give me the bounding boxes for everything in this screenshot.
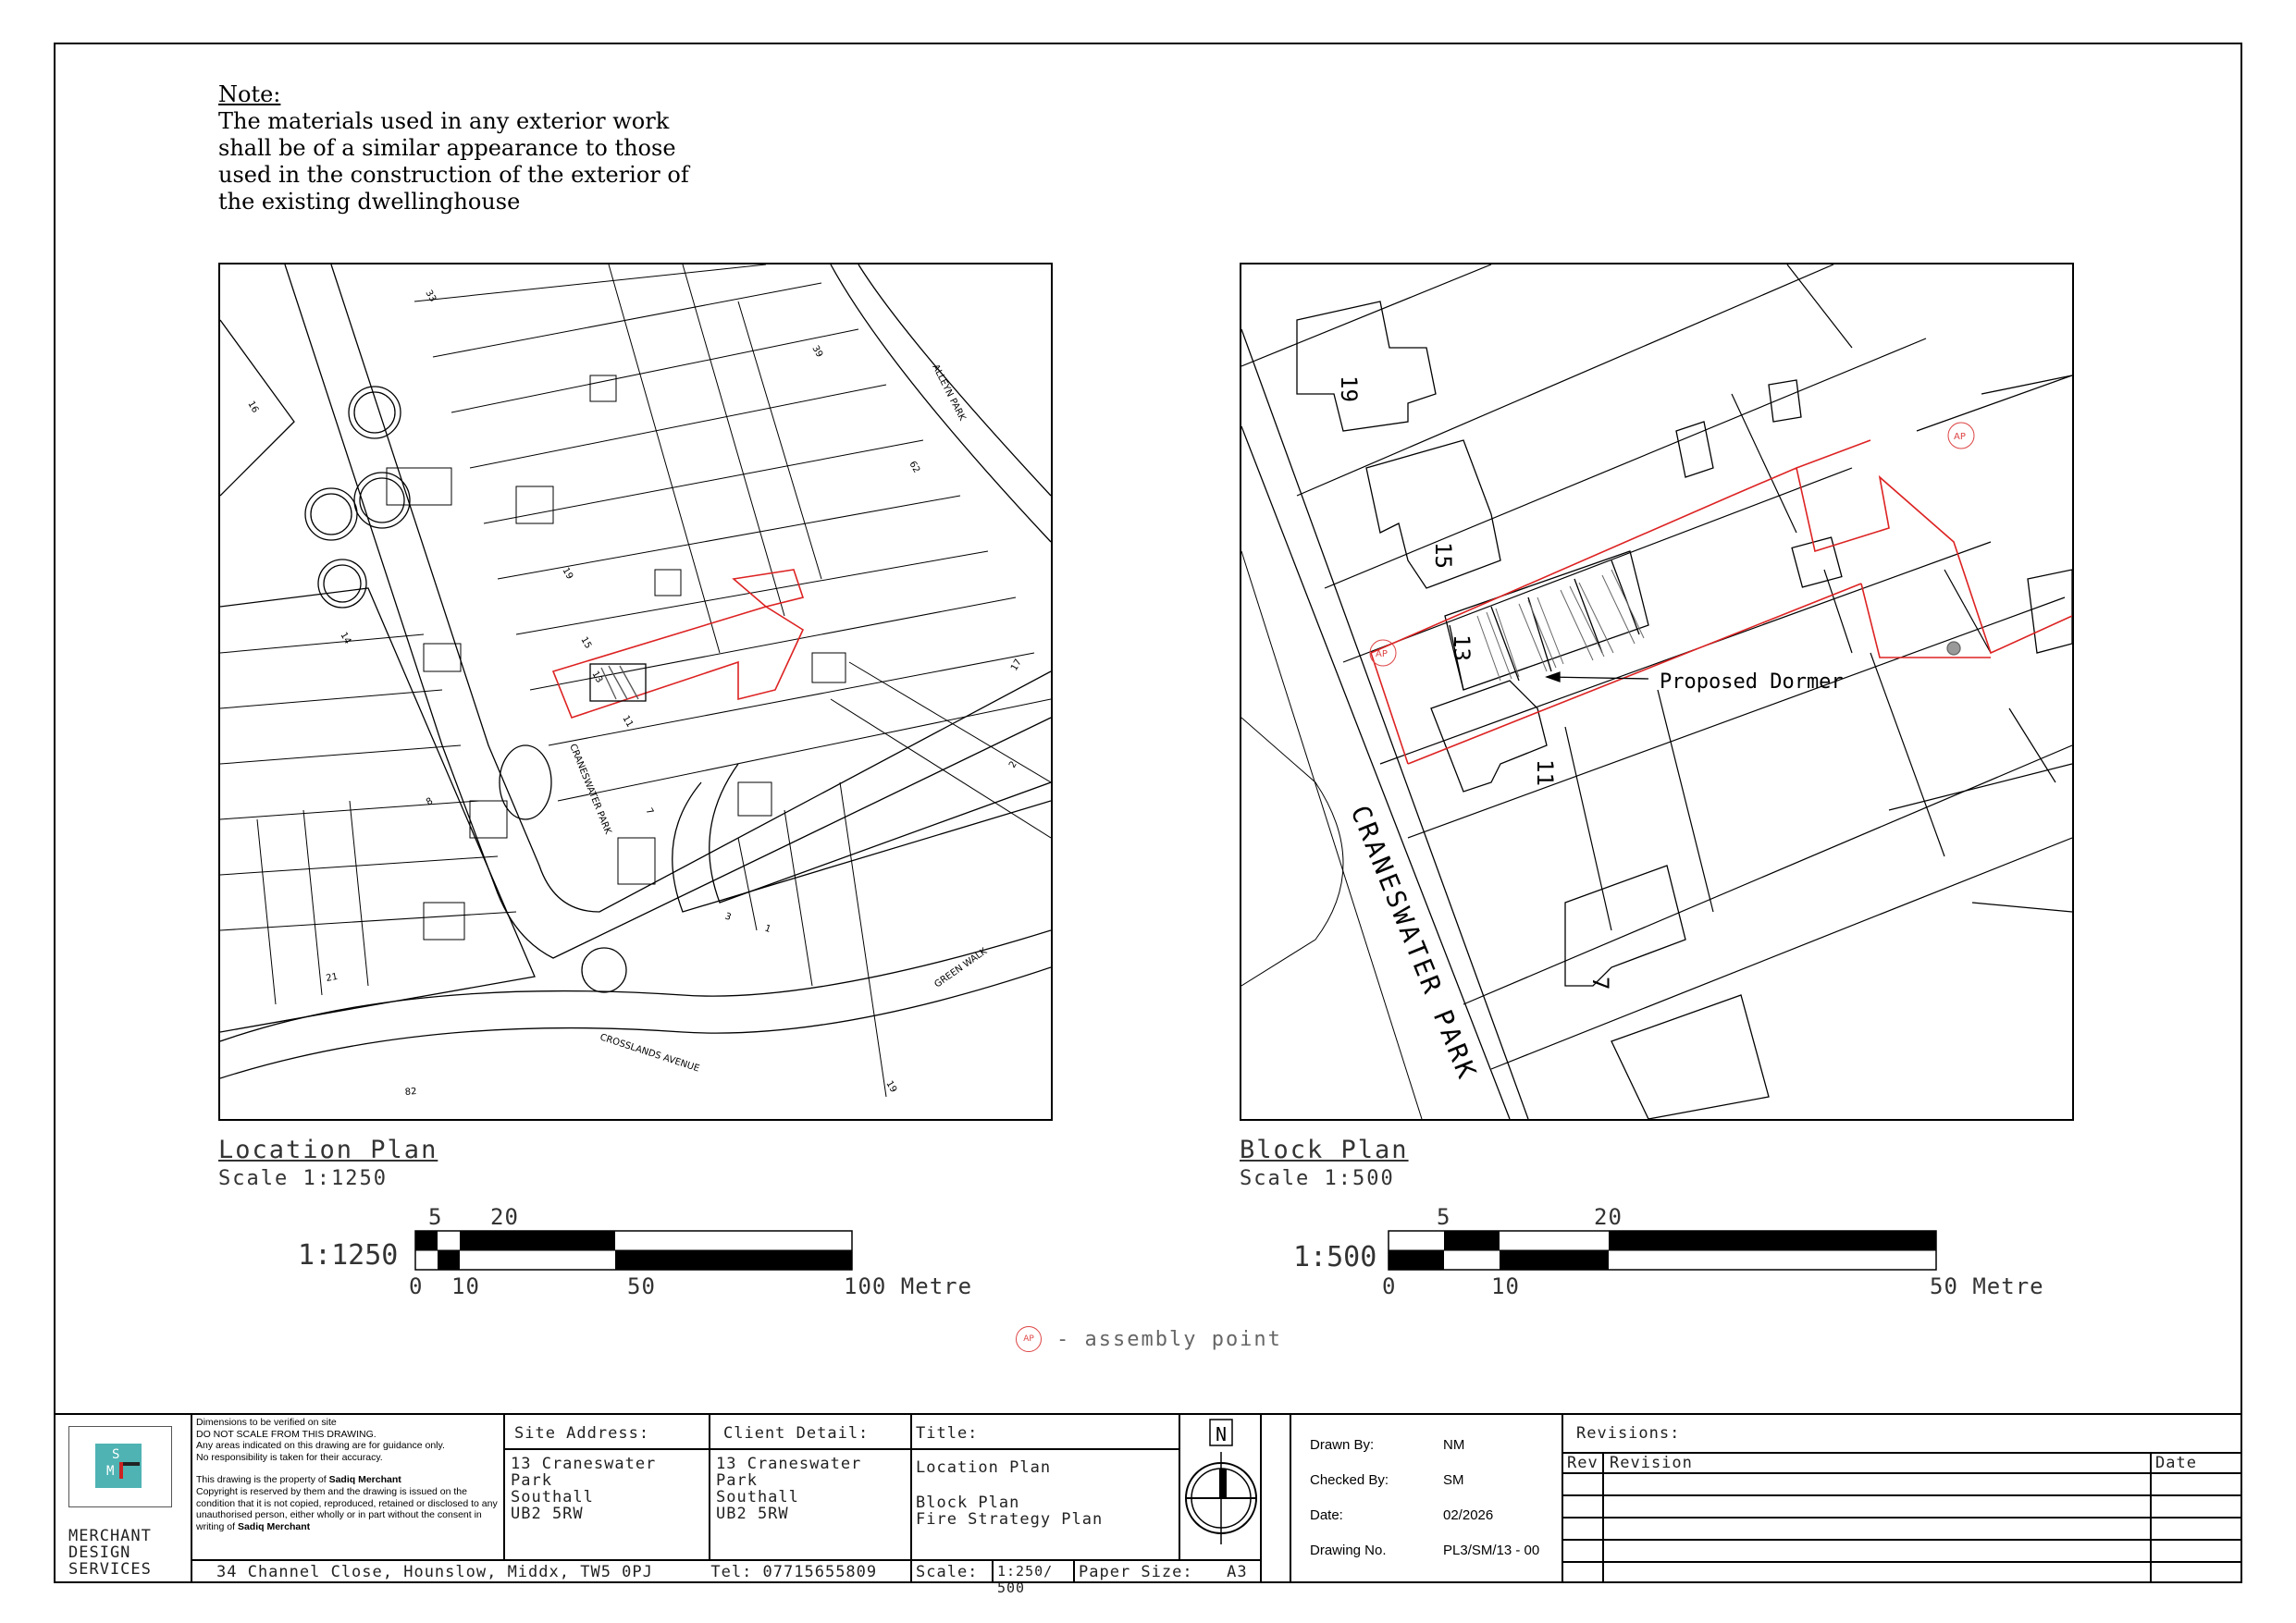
drawing-title-line: Location Plan [916,1458,1052,1477]
lp-num: 39 [809,344,825,360]
scalebar-tick: 20 [1594,1204,1623,1230]
note-line: used in the construction of the exterior of [218,162,689,188]
client-detail-label: Client Detail: [723,1424,870,1443]
drawing-no-value: PL3/SM/13 - 00 [1443,1543,1540,1558]
lp-num: 1 [762,923,772,935]
copyright-owner: Sadiq Merchant [237,1520,311,1532]
rev-column-header: Rev [1567,1454,1599,1472]
drawing-title-line: Block Plan [916,1494,1020,1512]
lp-num: 14 [338,631,353,646]
scalebar-tick: 20 [490,1204,519,1230]
company-name-line: DESIGN [68,1543,131,1562]
lp-road-crosslands: CROSSLANDS AVENUE [599,1032,701,1075]
copyright-owner: Sadiq Merchant [328,1474,401,1486]
lp-num: 2 [1007,759,1019,770]
drawing-title-line: Fire Strategy Plan [916,1510,1104,1529]
copyright-pre: This drawing is the property of [196,1474,329,1486]
drawn-by-label: Drawn By: [1310,1437,1375,1453]
date-value: 02/2026 [1443,1507,1494,1523]
copyright-text [196,1474,500,1486]
bp-num-19: 19 [1336,375,1362,402]
lp-road-greenwalk: GREEN WALK [932,946,990,990]
site-address-label: Site Address: [514,1424,650,1443]
copyright-body: Copyright is reserved by them and the drawing is issued on the condition that it is not copied, reproduced, retained or disclosed to any unauthorised person, either wholly or in part without the consent in writing of [196,1485,498,1532]
lp-road-craneswater: CRANESWATER PARK [567,743,613,836]
lp-num: 62 [907,460,922,475]
lp-num: 11 [620,714,636,730]
copyright-body-block [196,1486,500,1532]
scale-cell [910,1559,992,1583]
disclaimer-line: Any areas indicated on this drawing are for guidance only. [196,1440,445,1452]
scalebar-500-bar [1388,1230,1939,1273]
lp-num: 8 [425,795,436,808]
drawing-title-label: Title: [916,1424,979,1443]
drawn-by-value: NM [1443,1437,1465,1453]
title-block [54,1413,2242,1596]
revisions-label: Revisions: [1576,1424,1681,1443]
company-telephone: Tel: 07715655809 [710,1563,878,1581]
logo-cell [54,1415,191,1583]
scalebar-tick: 5 [428,1204,443,1230]
company-name-line: MERCHANT [68,1527,152,1545]
lp-num: 33 [423,289,438,304]
logo-letter-m: M [106,1464,115,1479]
bp-road-craneswater: CRANESWATER PARK [1344,801,1484,1086]
bp-num-7: 7 [1587,977,1613,990]
north-arrow-icon [1180,1415,1262,1559]
location-plan-scale: Scale 1:1250 [218,1167,388,1190]
date-label: Date: [1310,1507,1343,1523]
paper-size-value: A3 [1227,1563,1248,1581]
client-line: Southall [716,1488,799,1506]
scalebar-1250-bar [414,1230,855,1273]
lp-num: 19 [883,1079,899,1095]
scalebar-1250-ratio: 1:1250 [298,1239,399,1272]
scalebar-tick: 0 [1382,1273,1397,1299]
scalebar-tick: 10 [1491,1273,1520,1299]
scalebar-tick: 100 Metre [844,1273,973,1299]
block-plan-map [1240,263,2074,1121]
note-block [218,81,699,215]
location-plan-title: Location Plan [218,1136,438,1164]
lp-num: 3 [722,911,733,923]
bp-dormer-label: Proposed Dormer [1660,670,1844,694]
assembly-point-icon: AP [1016,1326,1042,1352]
note-title: Note: [218,81,281,107]
scalebar-tick: 5 [1437,1204,1451,1230]
logo-letter-s: S [112,1447,120,1462]
lp-num: 15 [578,635,594,651]
revisions-cell [1562,1415,2242,1583]
scalebar-500-ratio: 1:500 [1293,1241,1377,1273]
disclaimer-line: No responsibility is taken for their accuracy. [196,1451,383,1463]
scale-value-cell [992,1559,1073,1596]
site-address-cell [503,1415,709,1559]
date-column-header: Date [2155,1454,2197,1472]
client-line: UB2 5RW [716,1505,789,1523]
checked-by-value: SM [1443,1472,1464,1488]
note-line: shall be of a similar appearance to those [218,135,676,161]
location-plan-map [218,263,1053,1121]
note-line: The materials used in any exterior work [218,108,670,134]
company-logo [68,1426,172,1507]
lp-num: 19 [560,566,575,582]
scalebar-tick: 10 [451,1273,480,1299]
bp-ap-symbol: AP [1954,432,1966,442]
block-plan-title: Block Plan [1240,1136,1409,1164]
company-name-line: SERVICES [68,1560,152,1579]
checked-by-label: Checked By: [1310,1472,1389,1488]
drawing-no-label: Drawing No. [1310,1543,1387,1558]
lp-num: 13 [589,670,605,685]
bp-num-15: 15 [1430,542,1456,569]
address-line-cell [191,1559,966,1583]
north-arrow-cell [1179,1415,1260,1559]
note-line: the existing dwellinghouse [218,189,521,215]
bp-ap-symbol: AP [1376,649,1388,659]
north-letter: N [1215,1423,1228,1445]
scalebar-tick: 50 [627,1273,656,1299]
site-address-line: UB2 5RW [511,1505,584,1523]
drawing-title-cell [910,1415,1179,1559]
bp-num-13: 13 [1449,634,1475,661]
site-address-line: Southall [511,1488,594,1506]
lp-num: 7 [643,806,656,818]
disclaimer-line: Dimensions to be verified on site [196,1417,337,1428]
assembly-point-legend [1016,1326,1282,1352]
scalebar-tick: 0 [409,1273,424,1299]
drawn-info-cell [1290,1415,1562,1583]
client-detail-cell [709,1415,910,1559]
site-address-line: 13 Craneswater Park [511,1455,657,1490]
client-line: 13 Craneswater Park [716,1455,862,1490]
bp-num-11: 11 [1532,759,1558,786]
lp-num: 16 [245,400,261,415]
scale-label: Scale: [916,1563,979,1581]
scale-value: 1:250/ 500 [997,1563,1054,1596]
paper-size-cell [1073,1559,1260,1583]
block-plan-scale: Scale 1:500 [1240,1167,1395,1190]
revision-column-header: Revision [1610,1454,1693,1472]
disclaimer-cell [191,1415,503,1559]
lp-road-alleyn: ALLEYN PARK [930,363,968,423]
disclaimer-line: DO NOT SCALE FROM THIS DRAWING. [196,1428,376,1440]
lp-num: 82 [404,1086,417,1098]
company-name [68,1528,152,1578]
lp-num: 17 [1009,657,1024,673]
lp-num: 21 [325,971,339,984]
scalebar-tick: 50 Metre [1930,1273,2044,1299]
assembly-point-text: - assembly point [1056,1327,1282,1351]
paper-size-label: Paper Size: [1079,1563,1193,1581]
company-address: 34 Channel Close, Hounslow, Middx, TW5 0PJ [216,1563,653,1581]
